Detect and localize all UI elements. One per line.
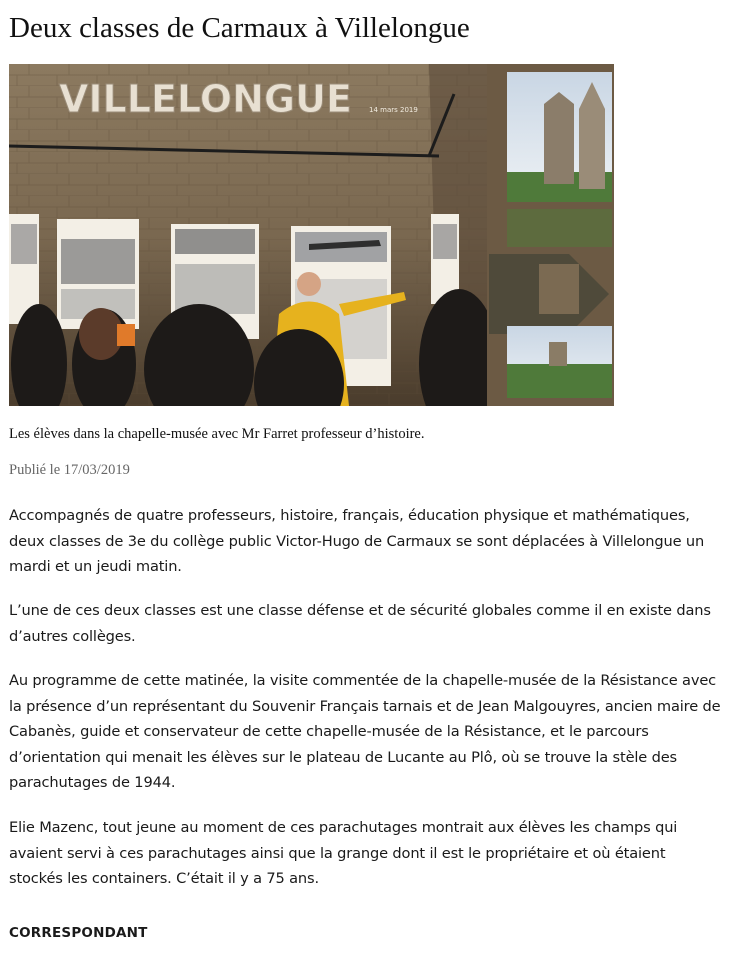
article-title: Deux classes de Carmaux à Villelongue <box>9 12 470 44</box>
article-paragraph: Elie Mazenc, tout jeune au moment de ces parachutages montrait aux élèves les champs qui avaient servi à ces parachutages ainsi que la grange dont il est le propriétaire et où étaient stockés les containers. C’était il y a 75 ans. <box>9 819 678 887</box>
photo-date-text: 14 mars 2019 <box>369 106 418 114</box>
article-paragraph: L’une de ces deux classes est une classe défense et de sécurité globales comme il en existe dans d’autres collèges. <box>9 602 711 645</box>
article-paragraph: Au programme de cette matinée, la visite commentée de la chapelle-musée de la Résistance avec la présence d’un représentant du Souvenir Français tarnais et de Jean Malgouyres, ancien maire de Cabanès, guide et conservateur de cette chapelle-musée de la Résistance, et le parcours d’orientation qui menait les élèves sur le plateau de Lucante au Plô, où se trouve la stèle des parachutages de 1944. <box>9 672 721 791</box>
publication-info <box>9 462 130 479</box>
article-paragraph: Accompagnés de quatre professeurs, histoire, français, éducation physique et mathématiques, deux classes de 3e du collège public Victor-Hugo de Carmaux se sont déplacées à Villelongue un mardi et un jeudi matin. <box>9 507 705 575</box>
article-author: CORRESPONDANT <box>9 925 148 941</box>
published-date: 17/03/2019 <box>63 462 130 478</box>
photo-banner-text: VILLELONGUE <box>59 77 352 121</box>
article-photo <box>9 64 614 406</box>
photo-caption: Les élèves dans la chapelle-musée avec Mr Farret professeur d’histoire. <box>9 426 425 442</box>
published-label: Publié le <box>9 462 61 478</box>
